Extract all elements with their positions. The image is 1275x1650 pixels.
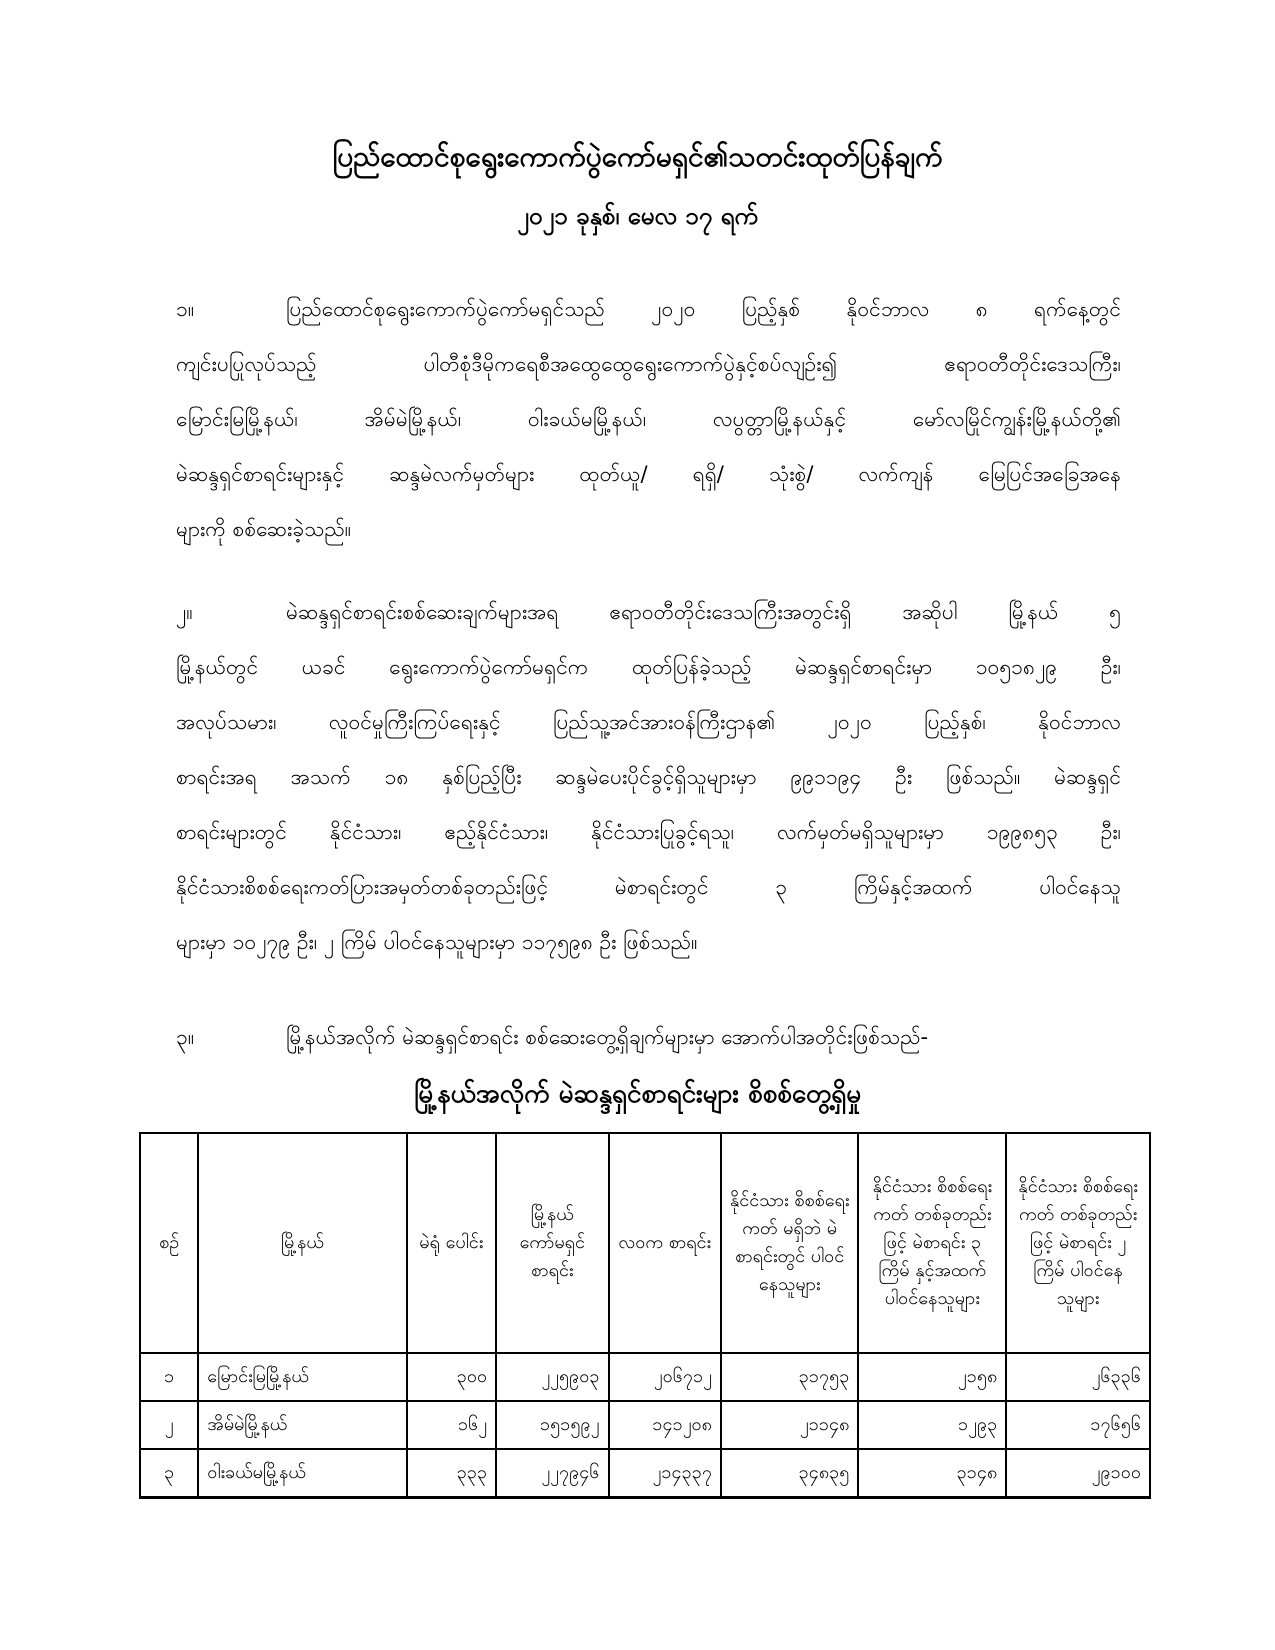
column-header: လဝက စာရင်း [609,1133,721,1353]
paragraph-line: မြို့နယ်အလိုက် မဲဆန္ဒရှင်စာရင်း စစ်ဆေးတွေ့ရှိချက်များမှာ အောက်ပါအတိုင်းဖြစ်သည်- [286,1025,929,1049]
table-cell: ၁၆၂ [407,1401,497,1449]
paragraph-1 [176,282,1121,557]
column-header: မြို့နယ် [198,1133,406,1353]
paragraph-line: အလုပ်သမား၊ လူဝင်မှုကြီးကြပ်ရေးနှင့် ပြည်သူ့အင်အားဝန်ကြီးဌာန၏ ၂၀၂၀ ပြည့်နှစ်၊ နိုဝင်ဘာလ [176,710,1121,734]
table-header-row [140,1133,1150,1353]
table-cell: ၂၁၅၈ [858,1353,1006,1401]
column-header: စဉ် [140,1133,198,1353]
township-results-table [139,1132,1151,1499]
page-title: ပြည်ထောင်စုရွေးကောက်ပွဲကော်မရှင်၏သတင်းထုတ်ပြန်ချက် [332,140,943,173]
paragraph-2 [176,585,1121,970]
table-title: မြို့နယ်အလိုက် မဲဆန္ဒရှင်စာရင်းများ စိစစ်တွေ့ရှိမှု [413,1079,862,1109]
page-date: ၂၀၂၁ ခုနှစ်၊ မေလ ၁၇ ရက် [517,202,758,230]
column-header: နိုင်ငံသား စိစစ်ရေးကတ် တစ်ခုတည်းဖြင့် မဲစာရင်း ၂ ကြိမ် ပါဝင်နေသူများ [1006,1133,1150,1353]
paragraph-line: မဲဆန္ဒရှင်စာရင်းစစ်ဆေးချက်များအရ ဧရာဝတီတိုင်းဒေသကြီးအတွင်းရှိ အဆိုပါ မြို့နယ် ၅ [286,600,1121,624]
paragraph-number: ၁။ [176,297,195,321]
paragraph-line: မဲဆန္ဒရှင်စာရင်းများနှင့် ဆန္ဒမဲလက်မှတ်များ ထုတ်ယူ/ ရရှိ/ သုံးစွဲ/ လက်ကျန် မြေပြင်အခြေအနေ [176,462,1121,486]
paragraph-number: ၃။ [176,1025,195,1049]
table-cell: ၂၁၄၃၃၇ [609,1449,721,1498]
table-cell: ၁ [140,1353,198,1401]
table-cell: ၂၀၆၇၁၂ [609,1353,721,1401]
column-header: နိုင်ငံသား စိစစ်ရေးကတ် မရှိဘဲ မဲစာရင်းတွင် ပါဝင်နေသူများ [721,1133,858,1353]
table-cell: ဝါးခယ်မမြို့နယ် [198,1449,406,1498]
paragraph-line: စာရင်းများတွင် နိုင်ငံသား၊ ဧည့်နိုင်ငံသား၊ နိုင်ငံသားပြုခွင့်ရသူ၊ လက်မှတ်မရှိသူများမှာ ၁၉၉၈၅၃ ဦး၊ [176,820,1121,844]
paragraph-line: နိုင်ငံသားစိစစ်ရေးကတ်ပြားအမှတ်တစ်ခုတည်းဖြင့် မဲစာရင်းတွင် ၃ ကြိမ်နှင့်အထက် ပါဝင်နေသူ [176,875,1121,899]
table-cell: ၁၄၁၂၀၈ [609,1401,721,1449]
paragraph-number: ၂။ [176,600,193,624]
column-header: မဲရုံ ပေါင်း [407,1133,497,1353]
table-cell: ၃၄၈၃၅ [721,1449,858,1498]
table-cell: ၃၁၇၅၃ [721,1353,858,1401]
paragraph-line: မြို့နယ်တွင် ယခင် ရွေးကောက်ပွဲကော်မရှင်က ထုတ်ပြန်ခဲ့သည့် မဲဆန္ဒရှင်စာရင်းမှာ ၁၀၅၁၈၂၉ ဦး၊ [176,655,1121,679]
table-cell: ၃၃၃ [407,1449,497,1498]
paragraph-line: များမှာ ၁၀၂၇၉ ဦး၊ ၂ ကြိမ် ပါဝင်နေသူများမှာ ၁၁၇၅၉၈ ဦး ဖြစ်သည်။ [176,930,698,954]
table-row [140,1449,1150,1498]
table-cell: ၂၂၅၉၀၃ [496,1353,608,1401]
table-row [140,1353,1150,1401]
paragraph-line: များကို စစ်ဆေးခဲ့သည်။ [176,517,352,541]
table-cell: ၃၁၄၈ [858,1449,1006,1498]
column-header: နိုင်ငံသား စိစစ်ရေးကတ် တစ်ခုတည်းဖြင့် မဲစာရင်း ၃ ကြိမ် နှင့်အထက် ပါဝင်နေသူများ [858,1133,1006,1353]
table-cell: ၁၅၁၅၉၂ [496,1401,608,1449]
table-cell: ၂၉၁၀၀ [1006,1449,1150,1498]
table-cell: ၂ [140,1401,198,1449]
table-row [140,1401,1150,1449]
paragraph-line: ပြည်ထောင်စုရွေးကောက်ပွဲကော်မရှင်သည် ၂၀၂၀ ပြည့်နှစ် နိုဝင်ဘာလ ၈ ရက်နေ့တွင် [286,297,1121,321]
table-cell: ၁၂၉၃ [858,1401,1006,1449]
table-cell: ၂၁၁၄၈ [721,1401,858,1449]
table-cell: အိမ်မဲမြို့နယ် [198,1401,406,1449]
paragraph-line: စာရင်းအရ အသက် ၁၈ နှစ်ပြည့်ပြီး ဆန္ဒမဲပေးပိုင်ခွင့်ရှိသူများမှာ ၉၉၁၁၉၄ ဦး ဖြစ်သည်။ မဲဆန္ဒရှင် [176,765,1121,789]
table-cell: ၁၇၆၅၆ [1006,1401,1150,1449]
table-cell: ၂၆၃၃၆ [1006,1353,1150,1401]
paragraph-3 [176,1010,1121,1065]
column-header: မြို့နယ် ကော်မရှင် စာရင်း [496,1133,608,1353]
table-cell: ၃၀၀ [407,1353,497,1401]
paragraph-line: ကျင်းပပြုလုပ်သည့် ပါတီစုံဒီမိုကရေစီအထွေထွေရွေးကောက်ပွဲနှင့်စပ်လျဉ်း၍ ဧရာဝတီတိုင်းဒေသကြီး၊ [176,352,1121,376]
table-cell: မြောင်းမြမြို့နယ် [198,1353,406,1401]
table-cell: ၃ [140,1449,198,1498]
table-cell: ၂၂၇၉၄၆ [496,1449,608,1498]
paragraph-line: မြောင်းမြမြို့နယ်၊ အိမ်မဲမြို့နယ်၊ ဝါးခယ်မမြို့နယ်၊ လပွတ္တာမြို့နယ်နှင့် မော်လမြိုင်ကျွန်းမြို့နယ်တို့၏ [176,407,1121,431]
